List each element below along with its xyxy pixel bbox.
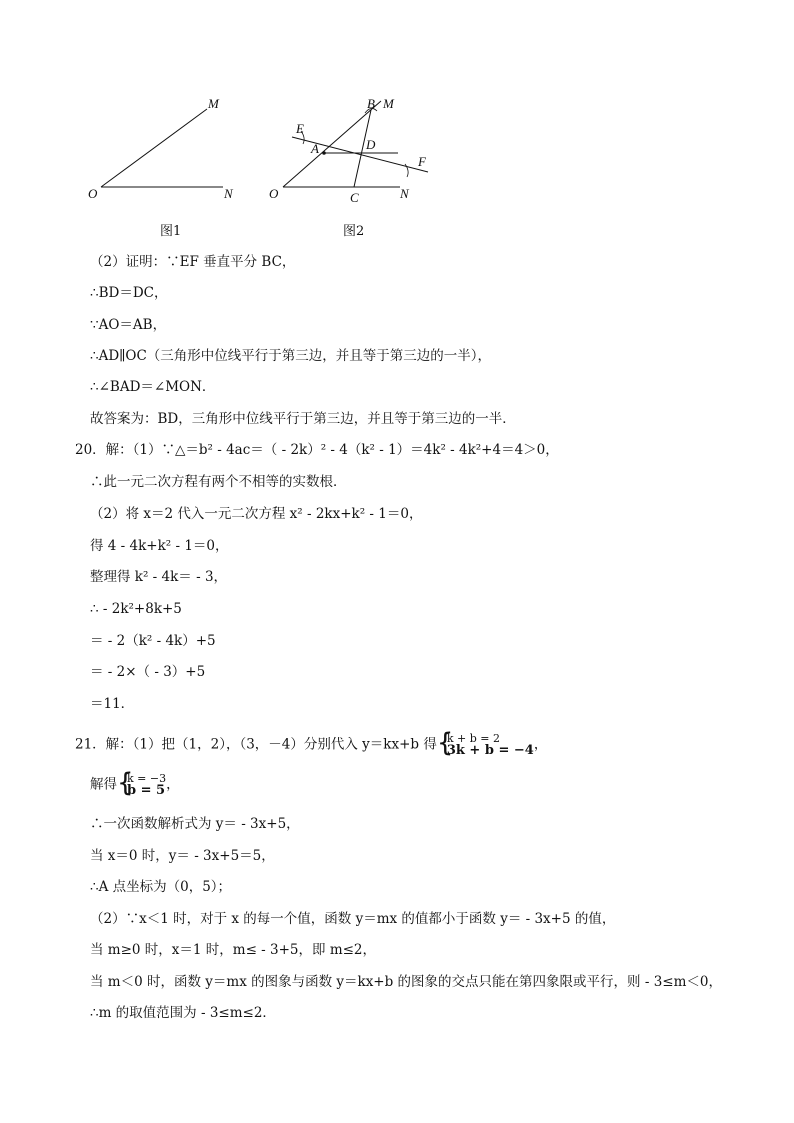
figure-2-caption: 图2 — [343, 224, 365, 239]
label-m: M — [383, 96, 394, 111]
text-line: ∴此一元二次方程有两个不相等的实数根． — [90, 474, 347, 490]
label-d: D — [366, 137, 376, 152]
q21-line-1 — [75, 728, 548, 758]
text-line: ＝ - 2（k² - 4k）+5 — [90, 633, 216, 649]
text-line: 当 x＝0 时，y＝ - 3x+5＝5， — [90, 848, 275, 864]
figure-2 — [262, 95, 442, 210]
system-1-eq-1: k + b = 2 — [446, 732, 500, 745]
equation-system-2 — [117, 768, 167, 798]
text-line: ∴BD＝DC， — [90, 285, 168, 301]
equation-system-1 — [436, 728, 534, 758]
text-line: ∴ - 2k²+8k+5 — [90, 601, 182, 617]
system-1-suffix: ， — [533, 736, 548, 753]
label-o: O — [88, 186, 98, 201]
label-o: O — [269, 186, 279, 201]
text-line: ＝11． — [90, 696, 135, 712]
label-m: M — [208, 96, 219, 111]
label-c: C — [350, 190, 359, 205]
label-f: F — [418, 154, 426, 169]
text-line: 整理得 k² - 4k＝ - 3， — [90, 569, 228, 585]
system-1-eq-2: 3k + b = −4 — [446, 743, 534, 758]
ray-om — [101, 109, 207, 187]
text-line: 当 m≥0 时，x＝1 时，m≤ - 3+5，即 m≤2， — [90, 942, 377, 958]
brace-icon: { — [117, 768, 134, 798]
q21-prefix: 21．解：（1）把（1，2），（3，－4）分别代入 y＝kx+b 得 — [75, 736, 437, 753]
text-line: ∵AO＝AB， — [90, 317, 167, 333]
figure-1-caption: 图1 — [160, 224, 182, 239]
text-line: （2）∵x＜1 时，对于 x 的每一个值，函数 y＝mx 的值都小于函数 y＝ - 3x+5 的值， — [90, 911, 616, 927]
text-line: ∴A 点坐标为（0，5）； — [90, 879, 232, 895]
text-line: ∴m 的取值范围为 - 3≤m≤2． — [90, 1005, 276, 1021]
text-line: （2）将 x＝2 代入一元二次方程 x² - 2kx+k² - 1＝0， — [90, 506, 423, 522]
text-line: （2）证明：∵EF 垂直平分 BC， — [90, 254, 296, 270]
system-2-suffix: ， — [166, 776, 180, 793]
label-b: B — [367, 96, 375, 111]
label-a: A — [311, 141, 319, 156]
label-n: N — [224, 186, 233, 201]
figure-1 — [80, 95, 250, 205]
brace-icon: { — [436, 728, 454, 758]
label-e: E — [296, 121, 304, 136]
text-line: 当 m＜0 时，函数 y＝mx 的图象与函数 y＝kx+b 的图象的交点只能在第四象限或平行，则 - 3≤m＜0， — [90, 974, 722, 990]
label-n: N — [400, 186, 409, 201]
system-2-eq-1: k = −3 — [127, 772, 167, 785]
text-line: 得 4 - 4k+k² - 1＝0， — [90, 538, 229, 554]
text-line: ∴AD∥OC（三角形中位线平行于第三边，并且等于第三边的一半）， — [90, 348, 492, 364]
q21-solve-prefix: 解得 — [90, 776, 117, 793]
text-line: ＝ - 2×（ - 3）+5 — [90, 664, 206, 680]
point-a — [322, 151, 326, 155]
text-line: 故答案为：BD，三角形中位线平行于第三边，并且等于第三边的一半． — [90, 411, 516, 427]
text-line: ∴一次函数解析式为 y＝ - 3x+5， — [90, 816, 300, 832]
system-2-eq-2: b = 5 — [127, 783, 166, 798]
q21-line-2 — [90, 768, 180, 798]
text-line: ∴∠BAD＝∠MON． — [90, 379, 216, 395]
text-line: 20．解：（1）∵△＝b² - 4ac＝（ - 2k）² - 4（k² - 1）＝4k² - 4k²+4＝4＞0， — [75, 442, 559, 458]
